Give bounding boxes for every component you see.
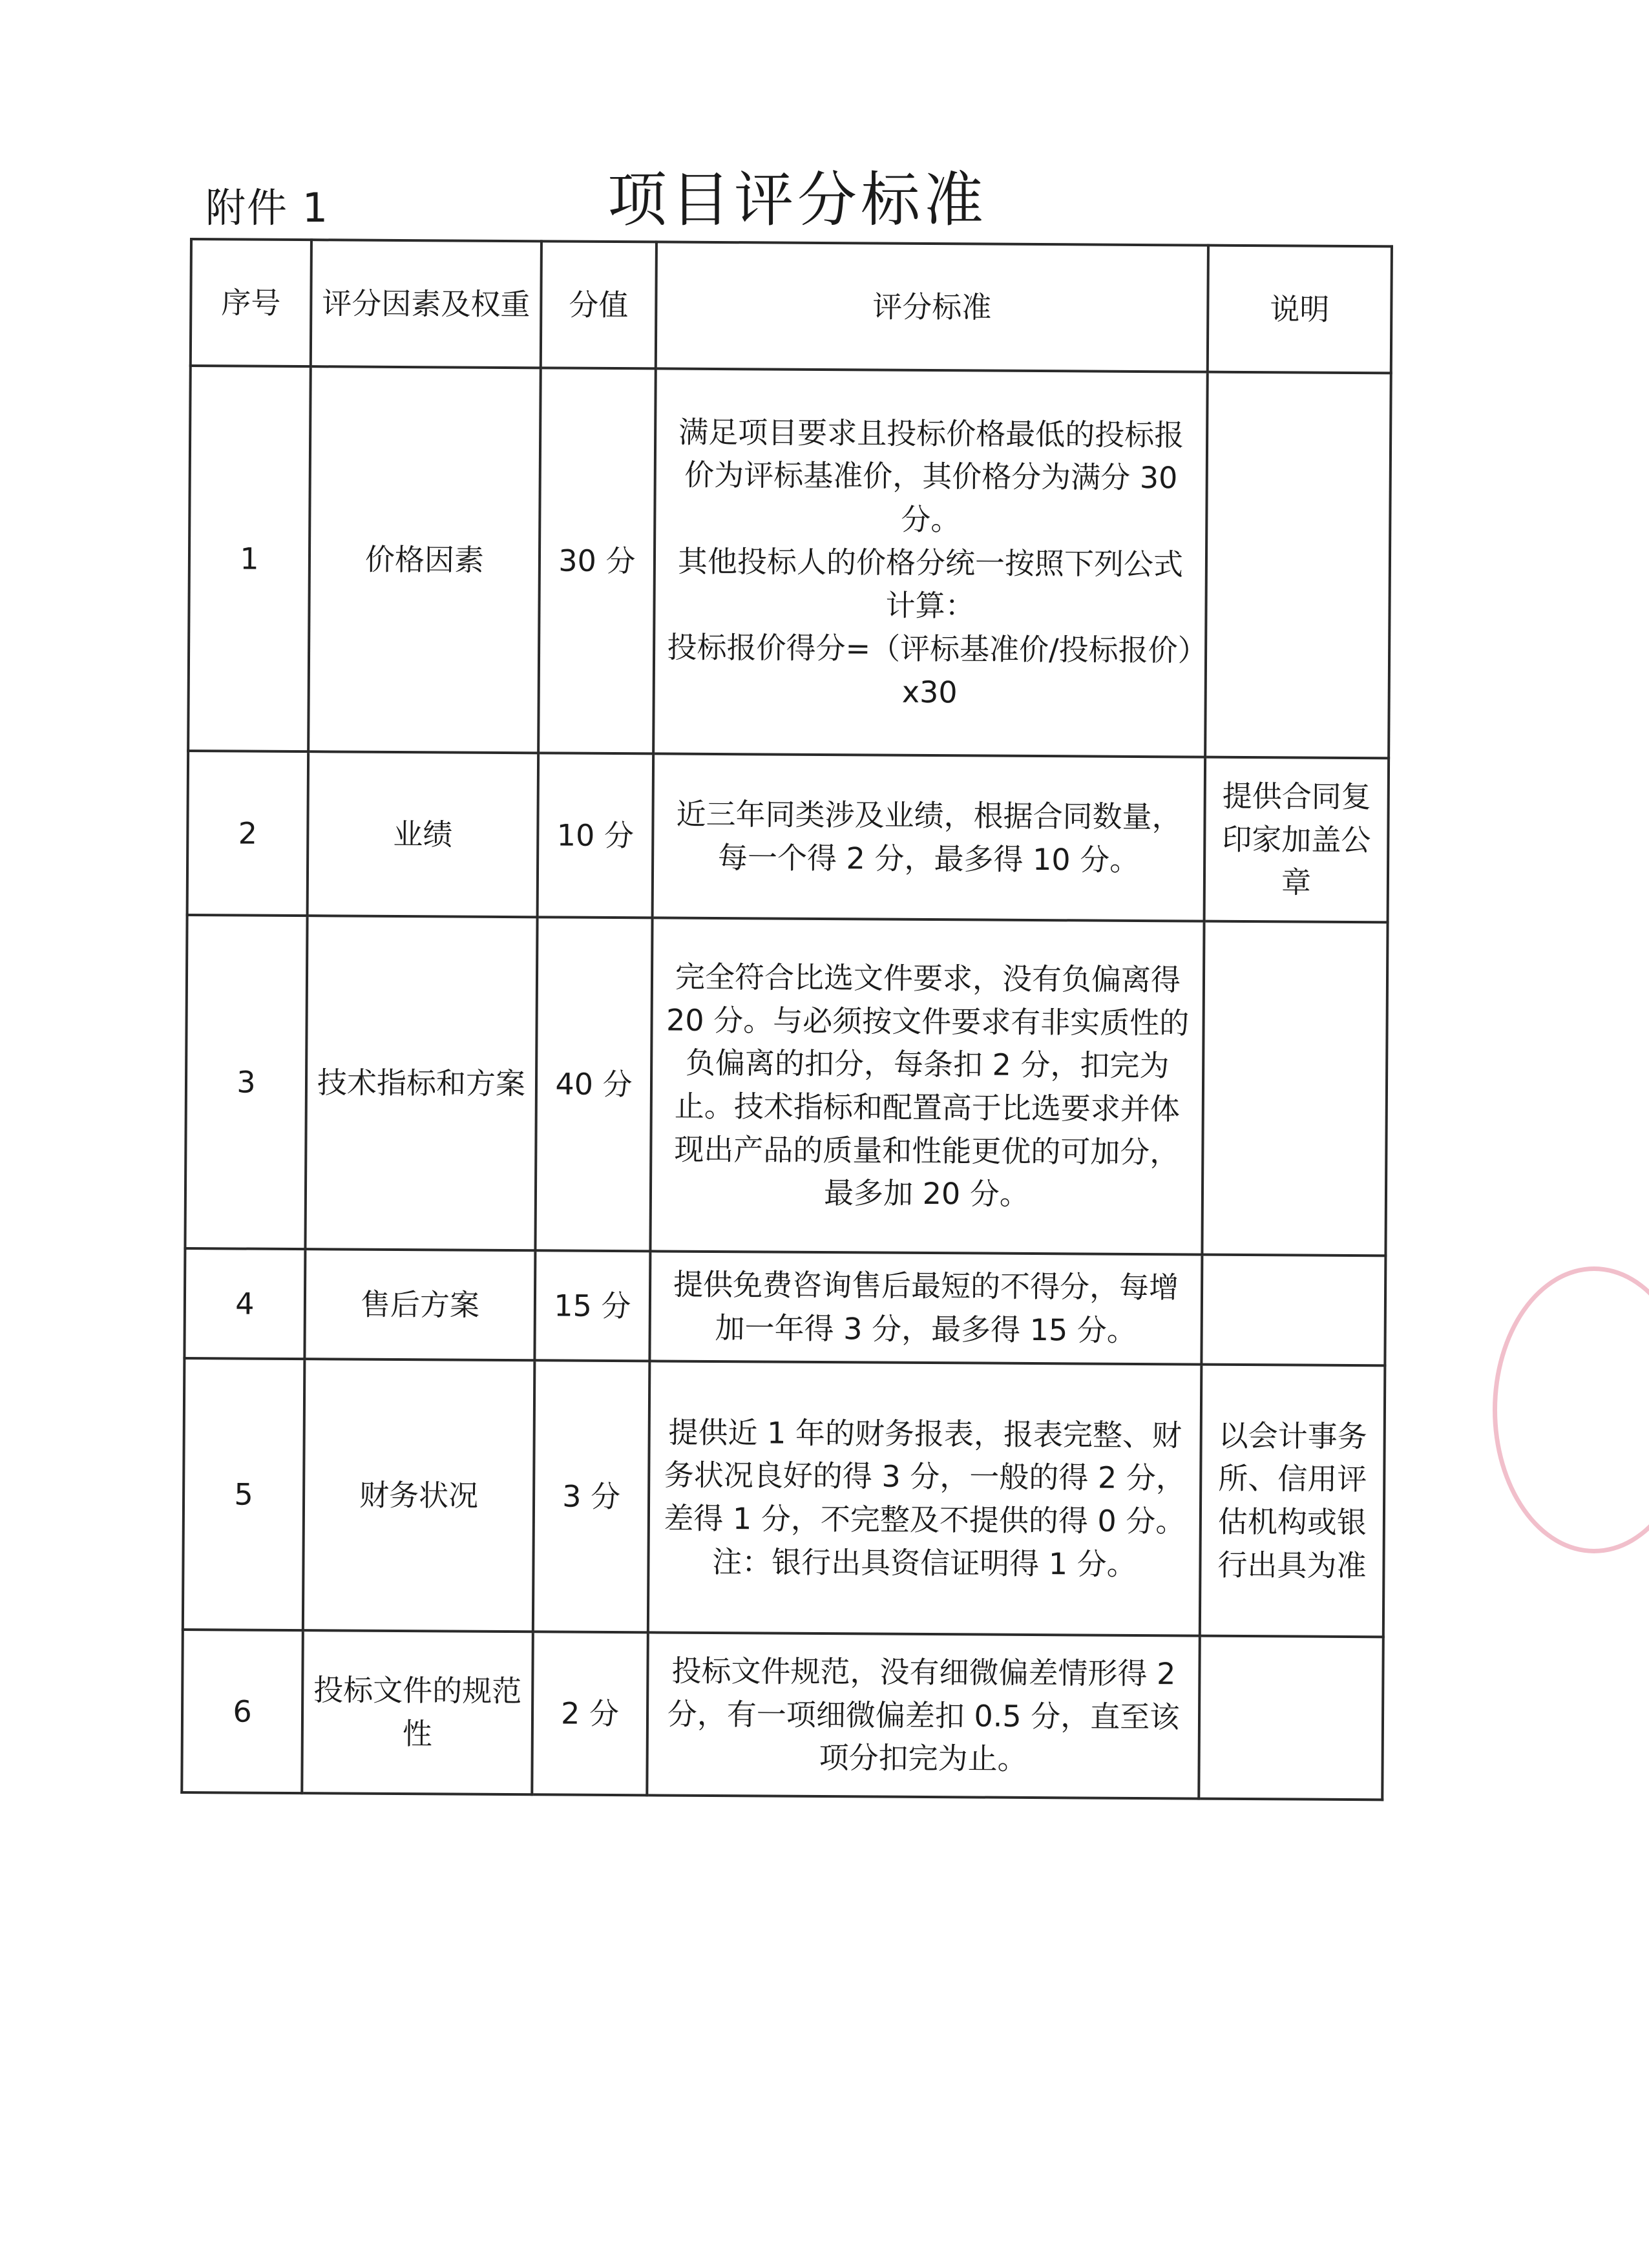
row-number: 3 [185, 915, 307, 1249]
row-number: 1 [188, 366, 311, 751]
criteria-line: 投标文件规范，没有细微偏差情形得 2 分，有一项细微偏差扣 0.5 分，直至该项分扣完为止。 [667, 1653, 1180, 1777]
row-number: 4 [184, 1248, 305, 1359]
criteria-line: 近三年同类涉及业绩，根据合同数量，每一个得 2 分，最多得 10 分。 [676, 796, 1182, 877]
scoring-factor: 技术指标和方案 [305, 916, 537, 1250]
scoring-table [180, 238, 1393, 1801]
score-value: 3 分 [533, 1360, 650, 1632]
row-number: 5 [183, 1358, 305, 1630]
scoring-factor: 财务状况 [303, 1359, 535, 1632]
column-header-score: 分值 [541, 241, 656, 368]
scoring-criteria [647, 1632, 1200, 1798]
note [1202, 921, 1387, 1256]
score-value: 40 分 [535, 917, 652, 1251]
table-row [182, 1630, 1383, 1800]
scoring-criteria [653, 753, 1206, 921]
column-header-note: 说明 [1208, 246, 1392, 373]
table-row [184, 1248, 1385, 1365]
scoring-criteria [648, 1361, 1202, 1635]
note [1205, 372, 1391, 759]
row-number: 6 [182, 1630, 303, 1793]
score-value: 2 分 [532, 1632, 648, 1795]
table-row [185, 915, 1387, 1255]
criteria-line: 提供免费咨询售后最短的不得分，每增加一年得 3 分，最多得 15 分。 [673, 1266, 1179, 1348]
criteria-line: 投标报价得分=（评标基准价/投标报价）x30 [667, 629, 1193, 709]
scoring-criteria [649, 1251, 1202, 1364]
criteria-line: 完全符合比选文件要求，没有负偏离得 20 分。与必须按文件要求有非实质性的负偏离的扣分，每条扣 2 分，扣完为止。技术指标和配置高于比选要求并体现出产品的质量和性能更优的可加分，最多加 20 分。 [666, 959, 1190, 1212]
seal-stamp [1493, 1266, 1649, 1553]
score-value: 30 分 [538, 368, 656, 753]
note: 提供合同复印家加盖公章 [1204, 757, 1389, 923]
scoring-factor: 售后方案 [304, 1249, 535, 1360]
column-header-no: 序号 [191, 239, 311, 366]
score-value: 15 分 [534, 1250, 650, 1361]
scoring-factor: 价格因素 [308, 366, 541, 753]
score-value: 10 分 [538, 753, 654, 918]
row-number: 2 [187, 751, 309, 916]
criteria-line: 其他投标人的价格分统一按照下列公式计算： [677, 543, 1184, 624]
note [1199, 1636, 1383, 1800]
scoring-criteria [650, 918, 1204, 1254]
page-title: 项目评分标准 [607, 165, 988, 235]
scoring-criteria [653, 368, 1208, 757]
criteria-line: 满足项目要求且投标价格最低的投标报价为评标基准价，其价格分为满分 30 分。 [678, 414, 1184, 538]
criteria-line: 注：银行出具资信证明得 1 分。 [712, 1544, 1137, 1582]
table-row [188, 366, 1391, 758]
table-row [183, 1358, 1385, 1637]
column-header-factor: 评分因素及权重 [311, 240, 541, 368]
table-header-row [191, 239, 1392, 373]
criteria-line: 提供近 1 年的财务报表，报表完整、财务状况良好的得 3 分，一般的得 2 分，差得 1 分，不完整及不提供的得 0 分。 [664, 1414, 1186, 1539]
note: 以会计事务所、信用评估机构或银行出具为准 [1200, 1365, 1385, 1637]
scoring-factor: 业绩 [308, 751, 539, 917]
scoring-factor: 投标文件的规范性 [302, 1630, 533, 1794]
table-row [187, 751, 1389, 922]
note [1201, 1255, 1385, 1366]
column-header-criteria: 评分标准 [656, 242, 1208, 372]
attachment-label: 附件 1 [205, 184, 330, 231]
